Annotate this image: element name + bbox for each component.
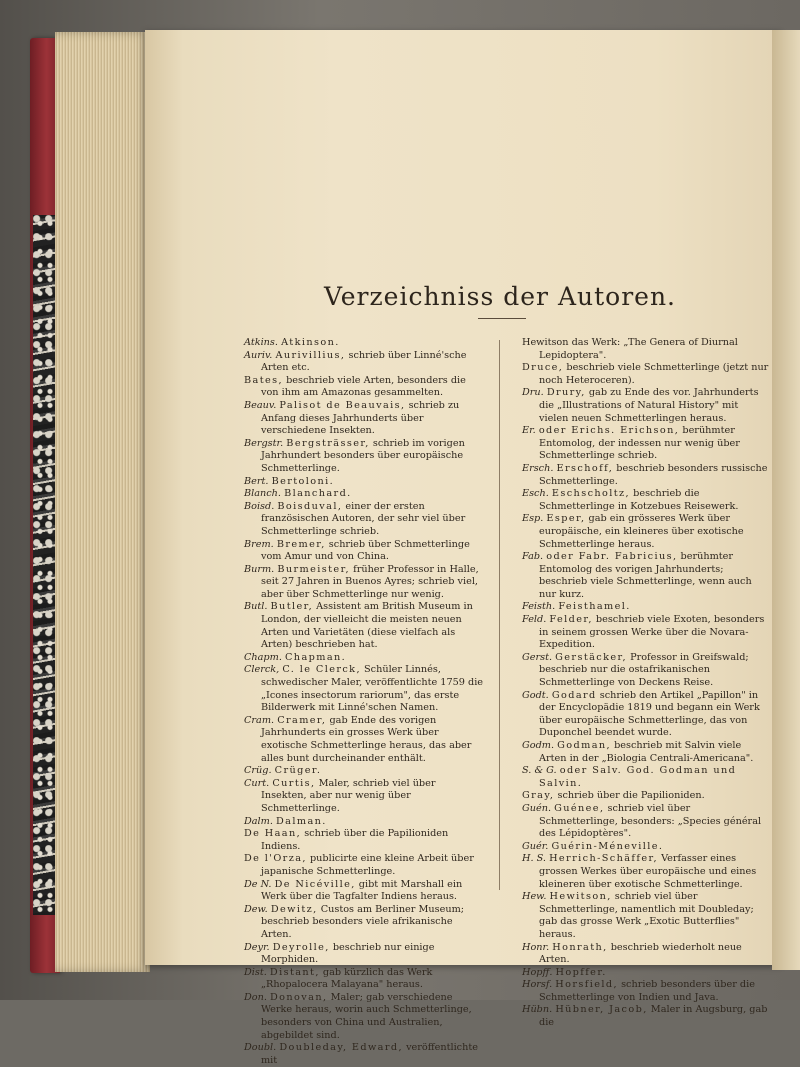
author-abbreviation: Feisth.: [522, 601, 556, 613]
author-description: Maler, schrieb viel über Insekten, aber nur wenig über Schmetterlinge.: [261, 777, 436, 814]
author-abbreviation: Atkins.: [244, 337, 278, 348]
author-name: Felder,: [549, 614, 593, 626]
author-name: Bremer,: [276, 538, 326, 550]
left-column: [244, 337, 484, 1067]
author-name: Godard: [551, 689, 597, 701]
author-entry: [244, 967, 484, 992]
author-name: Dewitz,: [270, 903, 318, 915]
author-abbreviation: Horsf.: [522, 979, 553, 991]
author-description: berühmter Entomolog, der indessen nur wenig über Schmetterlinge schrieb.: [539, 425, 740, 462]
author-entry: [244, 715, 484, 765]
author-entry: [244, 539, 484, 564]
author-name: De Haan,: [244, 828, 302, 840]
author-name: Godman,: [557, 740, 611, 751]
author-name: Erschoff,: [556, 462, 614, 474]
right-column: [522, 337, 770, 1030]
author-name: Bertoloni.: [271, 475, 335, 487]
author-abbreviation: Ersch.: [522, 462, 554, 474]
author-description: publicirte eine kleine Arbeit über japanische Schmetterlinge.: [261, 853, 474, 877]
marbled-spine: [33, 215, 55, 915]
author-entry: [244, 828, 484, 853]
author-abbreviation: Doubl.: [244, 1042, 277, 1054]
author-name: Bates,: [244, 374, 283, 386]
author-name: Dalman.: [276, 815, 327, 827]
author-entry: [244, 601, 484, 651]
author-abbreviation: Hopff.: [522, 966, 553, 978]
author-entry: [522, 979, 770, 1004]
title-ornament-rule: [478, 318, 526, 323]
author-abbreviation: Deyr.: [244, 941, 270, 953]
author-name: De l'Orza,: [244, 853, 307, 865]
page-stack-edge: [55, 32, 150, 972]
author-name: Eschscholtz,: [551, 488, 631, 500]
author-description: schrieb besonders über die Schmetterlinge von Indien und Java.: [539, 979, 755, 1003]
author-entry: [522, 387, 770, 425]
author-description: schrieb über die Papilioniden.: [557, 790, 705, 802]
author-name: Drury,: [546, 387, 586, 399]
author-abbreviation: Hew.: [522, 891, 547, 903]
author-abbreviation: Burm.: [244, 563, 275, 575]
author-name: Distant,: [269, 966, 320, 978]
author-abbreviation: Godt.: [522, 689, 549, 701]
author-entry: [522, 425, 770, 463]
author-description: veröffentlichte mit: [261, 1042, 478, 1066]
author-name: Feisthamel.: [558, 601, 631, 613]
author-abbreviation: Guér.: [522, 840, 549, 852]
author-entry: [244, 904, 484, 942]
author-abbreviation: Feld.: [522, 614, 547, 626]
author-entry: [244, 664, 484, 714]
author-entry: [244, 438, 484, 476]
author-entry: [522, 891, 770, 941]
author-abbreviation: Cram.: [244, 714, 275, 726]
author-description: Schüler Linnés, schwedischer Maler, veröffentlichte 1759 die „Icones insectorum rariorum", das erste Bilderwerk mit Linné'schen Namen.: [261, 664, 484, 714]
author-entry: [244, 778, 484, 816]
adjacent-page-sliver: [772, 30, 800, 970]
author-entry: [244, 879, 484, 904]
author-name: Butler,: [270, 601, 314, 613]
author-name: Aurivillius,: [275, 349, 346, 361]
author-description: schrieb über die Papilioniden Indiens.: [261, 828, 449, 852]
author-entry: [244, 853, 484, 878]
author-abbreviation: Butl.: [244, 601, 268, 613]
author-entry: [522, 614, 770, 652]
author-name: Chapman.: [285, 651, 347, 663]
author-entry: [522, 652, 770, 690]
author-name: oder Salv. God. Godman und Salvin.: [539, 765, 737, 789]
author-name: Hübner, Jacob,: [555, 1004, 648, 1016]
author-description: Assistent am British Museum in London, der vielleicht die meisten neuen Arten und Varietäten (diese vielfach als Arten) beschrieben hat.: [261, 601, 473, 651]
author-description: Custos am Berliner Museum; beschrieb besonders viele afrikanische Arten.: [261, 903, 465, 940]
author-entry: [244, 942, 484, 967]
author-description: schrieb über Schmetterlinge vom Amur und von China.: [261, 538, 470, 563]
author-name: Guénee,: [554, 802, 605, 814]
author-name: Cramer,: [277, 714, 327, 726]
author-abbreviation: Guén.: [522, 802, 552, 814]
author-abbreviation: S. & G.: [522, 765, 557, 777]
author-entry: [522, 337, 770, 362]
author-name: Boisduval,: [277, 500, 343, 512]
author-abbreviation: Dalm.: [244, 815, 273, 827]
author-name: Herrich-Schäffer,: [549, 853, 658, 865]
author-description: schrieb viel über Schmetterlinge, namentlich mit Doubleday; gab das grosse Werk „Exotic Butterflies" heraus.: [539, 891, 754, 940]
author-description: Hewitson das Werk: „The Genera of Diurnal Lepidoptera".: [522, 337, 738, 361]
page-title: Verzeichniss der Autoren.: [323, 282, 676, 311]
author-entry: [522, 853, 770, 891]
author-description: schrieb zu Anfang dieses Jahrhunderts über verschiedene Insekten.: [261, 399, 460, 437]
author-description: schrieb über Linné'sche Arten etc.: [261, 349, 467, 374]
author-abbreviation: Dew.: [244, 903, 268, 915]
author-description: berühmter Entomolog des vorigen Jahrhunderts; beschrieb viele Schmetterlinge, wenn auch nur kurz.: [539, 551, 752, 600]
author-name: Atkinson.: [281, 337, 340, 348]
author-description: früher Professor in Halle, seit 27 Jahren in Buenos Ayres; schrieb viel, aber über Schmetterlinge nur wenig.: [261, 563, 479, 600]
author-description: schrieb viel über Schmetterlinge, besonders: „Species général des Lépidoptères".: [539, 802, 762, 840]
author-name: Hewitson,: [549, 891, 612, 903]
author-entry: [244, 337, 484, 350]
author-name: Burmeister,: [277, 563, 351, 575]
author-entry: [522, 488, 770, 513]
author-name: Gerstäcker,: [555, 651, 627, 663]
author-name: Doubleday, Edward,: [279, 1042, 403, 1054]
author-name: Druce,: [522, 362, 564, 374]
author-abbreviation: Blanch.: [244, 488, 281, 500]
author-abbreviation: Hübn.: [522, 1004, 553, 1016]
author-entry: [522, 551, 770, 601]
author-name: oder Fabr. Fabricius,: [546, 551, 678, 563]
author-description: Maler in Augsburg, gab die: [539, 1004, 768, 1029]
author-description: gab Ende des vorigen Jahrhunderts ein grosses Werk über exotische Schmetterlinge heraus, das aber alles bunt durcheinander enthält.: [261, 714, 472, 764]
author-abbreviation: Boisd.: [244, 500, 275, 512]
author-entry: [244, 652, 484, 665]
author-entry: [522, 740, 770, 765]
author-description: beschrieb mit Salvin viele Arten in der „Biologia Centrali-Americana".: [539, 740, 754, 764]
author-entry: [244, 400, 484, 438]
author-abbreviation: Bert.: [244, 475, 269, 487]
author-abbreviation: Fab.: [522, 551, 544, 563]
author-entry: [244, 992, 484, 1042]
author-name: Honrath,: [552, 941, 608, 953]
author-entry: [244, 816, 484, 829]
author-name: Blanchard.: [284, 488, 352, 500]
author-name: Gray,: [522, 790, 555, 802]
author-description: gab ein grösseres Werk über europäische, ein kleineres über exotische Schmetterlinge heraus.: [539, 513, 744, 550]
author-entry: [522, 601, 770, 614]
author-entry: [522, 841, 770, 854]
author-abbreviation: Esch.: [522, 488, 549, 500]
author-description: schrieb den Artikel „Papillon" in der Encyclopädie 1819 und begann ein Werk über europäische Schmetterlinge, das von Duponchel beendet wurde.: [539, 689, 760, 739]
author-description: beschrieb die Schmetterlinge in Kotzebues Reisewerk.: [539, 488, 739, 512]
author-name: Bergsträsser,: [286, 437, 370, 449]
author-description: beschrieb besonders russische Schmetterlinge.: [539, 462, 768, 487]
author-description: Professor in Greifswald; beschrieb nur die ostafrikanischen Schmetterlinge von Deckens Reise.: [539, 651, 749, 689]
author-name: oder Erichs. Erichson,: [538, 425, 680, 437]
author-abbreviation: Gerst.: [522, 651, 553, 663]
author-abbreviation: Brem.: [244, 538, 274, 550]
author-name: Donovan,: [270, 991, 328, 1003]
author-entry: [522, 362, 770, 387]
author-name: Palisot de Beauvais,: [279, 399, 406, 411]
author-entry: [522, 765, 770, 790]
author-abbreviation: Beauv.: [244, 399, 277, 411]
author-description: gibt mit Marshall ein Werk über die Tagfalter Indiens heraus.: [261, 878, 463, 903]
author-abbreviation: Auriv.: [244, 349, 273, 361]
author-abbreviation: Curt.: [244, 777, 270, 789]
author-entry: [244, 375, 484, 400]
author-name: Guérin-Méneville.: [551, 840, 664, 852]
author-abbreviation: Dist.: [244, 966, 267, 978]
author-entry: [244, 488, 484, 501]
author-entry: [522, 942, 770, 967]
author-abbreviation: Dru.: [522, 387, 544, 399]
author-name: Deyrolle,: [272, 941, 330, 953]
author-abbreviation: Bergstr.: [244, 437, 284, 449]
author-description: beschrieb viele Schmetterlinge (jetzt nur noch Heteroceren).: [539, 362, 769, 386]
author-description: einer der ersten französischen Autoren, der sehr viel über Schmetterlinge schrieb.: [261, 500, 466, 537]
author-abbreviation: De N.: [244, 878, 272, 890]
author-entry: [244, 1042, 484, 1067]
author-description: schrieb im vorigen Jahrhundert besonders über europäische Schmetterlinge.: [261, 437, 465, 474]
column-divider: [499, 340, 500, 890]
author-entry: [522, 790, 770, 803]
author-entry: [244, 476, 484, 489]
author-name: Esper,: [546, 513, 586, 525]
author-entry: [522, 1004, 770, 1029]
author-description: beschrieb viele Arten, besonders die von ihm am Amazonas gesammelten.: [261, 374, 466, 399]
author-entry: [244, 350, 484, 375]
author-abbreviation: Chapm.: [244, 651, 282, 663]
author-abbreviation: Er.: [522, 425, 536, 437]
author-entry: [522, 690, 770, 740]
author-entry: [244, 501, 484, 539]
author-abbreviation: Esp.: [522, 513, 544, 525]
author-name: Horsfield,: [555, 979, 618, 991]
author-entry: [522, 463, 770, 488]
author-abbreviation: Godm.: [522, 740, 555, 751]
author-name: Hopffer.: [555, 966, 607, 978]
author-entry: [522, 967, 770, 980]
author-name: Crüger.: [274, 765, 322, 777]
author-entry: [522, 513, 770, 551]
author-abbreviation: Clerck,: [244, 664, 280, 676]
author-entry: [244, 564, 484, 602]
author-abbreviation: Crüg.: [244, 765, 272, 777]
author-description: gab zu Ende des vor. Jahrhunderts die „Illustrations of Natural History" mit vielen neuen Schmetterlingen heraus.: [539, 387, 759, 424]
author-description: beschrieb nur einige Morphiden.: [261, 941, 435, 966]
author-name: De Nicéville,: [274, 878, 356, 890]
author-entry: [522, 803, 770, 841]
author-entry: [244, 765, 484, 778]
author-description: gab kürzlich das Werk „Rhopalocera Malayana" heraus.: [261, 966, 433, 991]
author-name: C. le Clerck,: [282, 664, 361, 676]
author-abbreviation: H. S.: [522, 853, 546, 865]
author-name: Curtis,: [272, 777, 316, 789]
author-abbreviation: Honr.: [522, 941, 550, 953]
author-description: Maler; gab verschiedene Werke heraus, worin auch Schmetterlinge, besonders von China und Australien, abgebildet sind.: [261, 991, 472, 1041]
author-description: Verfasser eines grossen Werkes über europäische und eines kleineren über exotische Schmetterlinge.: [539, 853, 757, 890]
author-description: beschrieb viele Exoten, besonders in seinem grossen Werke über die Novara-Expedition.: [539, 614, 765, 651]
author-description: beschrieb wiederholt neue Arten.: [539, 941, 742, 966]
author-abbreviation: Don.: [244, 991, 267, 1003]
